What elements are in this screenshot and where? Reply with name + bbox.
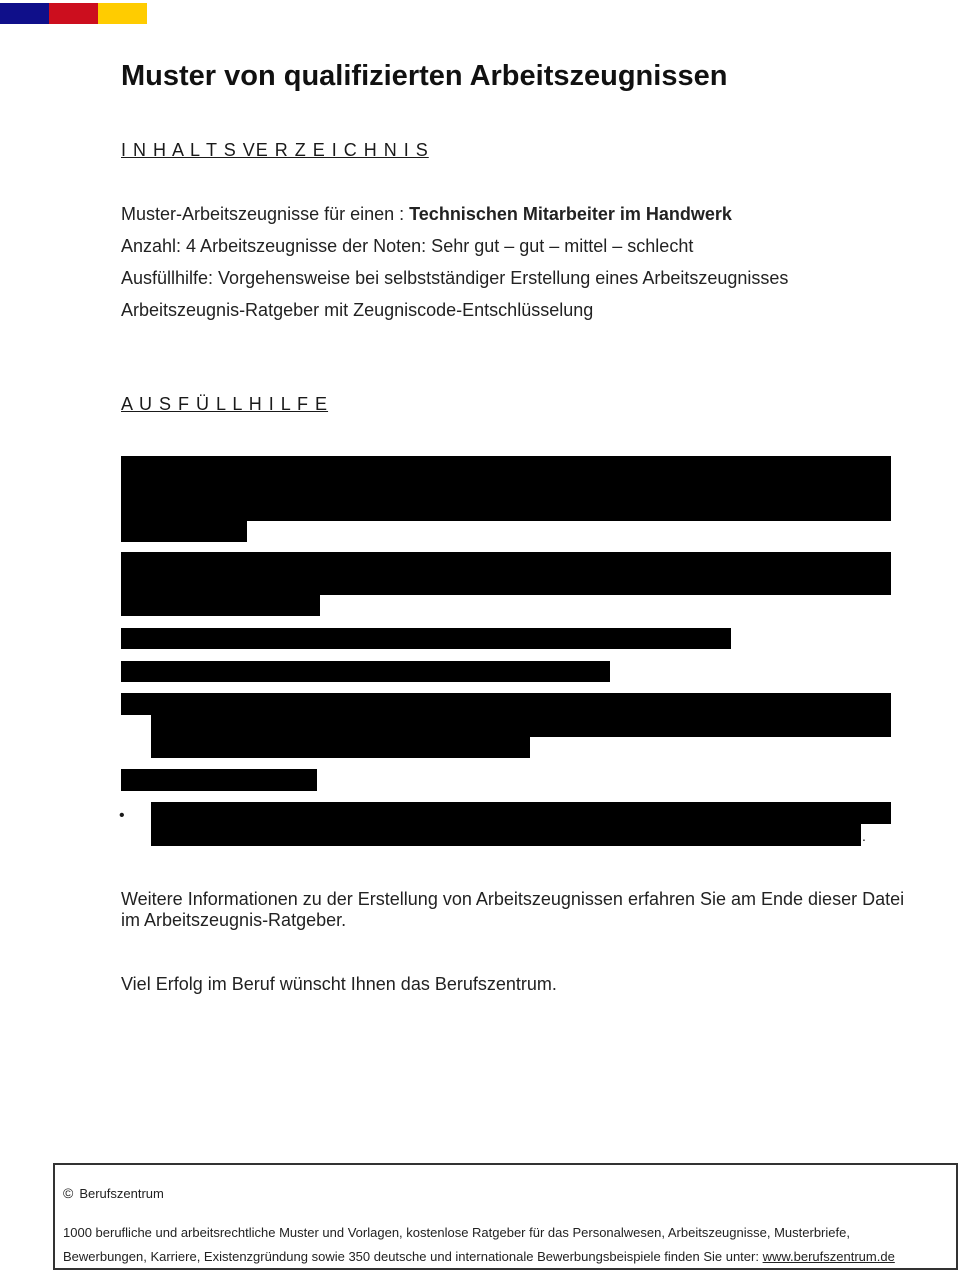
footer-line-2-text: Bewerbungen, Karriere, Existenzgründung sowie 350 deutsche und internationale Bewerbungsbeispiele finden Sie unter: <box>63 1249 763 1264</box>
flag-stripe-yellow <box>98 3 147 24</box>
toc-line-2: Anzahl: 4 Arbeitszeugnisse der Noten: Sehr gut – gut – mittel – schlecht <box>121 236 694 256</box>
footer-brand: Berufszentrum <box>79 1186 164 1201</box>
redaction-bar <box>151 715 891 737</box>
toc-line-1-bold: Technischen Mitarbeiter im Handwerk <box>409 204 732 224</box>
footer-box <box>53 1163 958 1270</box>
flag-logo <box>0 3 147 24</box>
footer-line-2 <box>63 1249 895 1264</box>
redaction-bar <box>121 456 891 521</box>
page-title: Muster von qualifizierten Arbeitszeugnissen <box>121 60 728 92</box>
redaction-bar <box>151 737 530 758</box>
toc-line-1-prefix: Muster-Arbeitszeugnisse für einen : <box>121 204 410 224</box>
toc-line-3: Ausfüllhilfe: Vorgehensweise bei selbstständiger Erstellung eines Arbeitszeugnisses <box>121 268 789 288</box>
footer-line-1: 1000 berufliche und arbeitsrechtliche Muster und Vorlagen, kostenlose Ratgeber für das Personalwesen, Arbeitszeugnisse, Musterbriefe, <box>63 1225 850 1240</box>
closing-wish: Viel Erfolg im Beruf wünscht Ihnen das Berufszentrum. <box>121 974 557 994</box>
redaction-bar <box>151 824 861 846</box>
footer-website-link[interactable]: www.berufszentrum.de <box>762 1249 895 1264</box>
redaction-bar <box>121 693 891 715</box>
redaction-bar <box>121 552 891 595</box>
redaction-bar <box>121 595 320 616</box>
redaction-bar <box>121 521 247 542</box>
help-heading: A U S F Ü L L H I L F E <box>121 394 329 414</box>
redaction-bar <box>121 661 610 682</box>
toc-line-1 <box>121 204 732 225</box>
footer-copyright <box>63 1185 164 1201</box>
redaction-bar <box>151 802 891 824</box>
redaction-bar <box>121 769 317 791</box>
info-paragraph: Weitere Informationen zu der Erstellung von Arbeitszeugnissen erfahren Sie am Ende dieser Datei im Arbeitszeugnis-Ratgeber. <box>121 889 905 930</box>
toc-line-4: Arbeitszeugnis-Ratgeber mit Zeugniscode-Entschlüsselung <box>121 300 594 320</box>
toc-heading: I N H A L T S VE R Z E I C H N I S <box>121 140 429 160</box>
bullet-point: • <box>119 807 125 824</box>
redaction-bar <box>121 628 731 649</box>
copyright-icon: © <box>63 1185 74 1201</box>
flag-stripe-blue <box>0 3 49 24</box>
trailing-period: . <box>862 828 866 844</box>
flag-stripe-red <box>49 3 98 24</box>
